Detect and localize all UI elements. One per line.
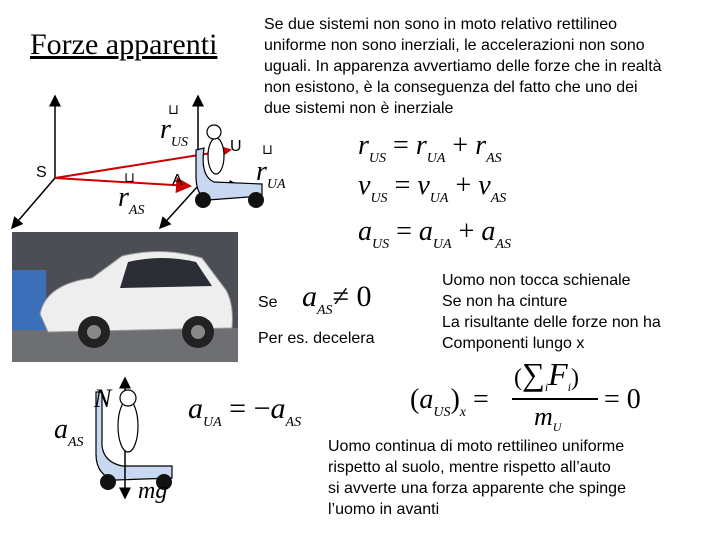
- intro-line: Se due sistemi non sono in moto relativo rettilineo: [264, 16, 618, 33]
- r-ua-subscript: UA: [266, 177, 286, 192]
- intro-line: non esistono, è la conseguenza del fatto che uno dei: [264, 79, 638, 96]
- equation-velocity: $v_{US} = v_{UA} + v_{AS}$: [358, 170, 507, 206]
- label-u: U: [230, 138, 242, 155]
- equation-a-ua: $a_{UA} = -a_{AS}$: [188, 392, 302, 430]
- conclusion-line: Uomo continua di moto rettilineo uniforme: [328, 438, 625, 455]
- equation-acceleration: $a_{US} = a_{UA} + a_{AS}$: [358, 216, 511, 252]
- r-symbol: r: [256, 156, 267, 187]
- person-body: [118, 400, 138, 452]
- note-line: Se non ha cinture: [442, 293, 568, 310]
- label-a: A: [172, 172, 183, 189]
- r-us-subscript: US: [170, 135, 189, 150]
- equation-position: $r_{US} = r_{UA} + r_{AS}$: [358, 130, 502, 166]
- label-s: S: [36, 164, 47, 181]
- note-line: La risultante delle forze non ha: [442, 314, 661, 331]
- wheel: [100, 474, 116, 490]
- person-head: [120, 390, 136, 406]
- label-n: N: [94, 384, 112, 413]
- condition-a-as: $a_{AS}\ne 0$: [302, 280, 372, 318]
- r-symbol: r: [160, 114, 171, 145]
- conclusion-line: l’uomo in avanti: [328, 501, 440, 518]
- note-line: Componenti lungo x: [442, 335, 585, 352]
- equation-sum-numerator: (∑iFi): [514, 356, 580, 394]
- intro-line: due sistemi non è inerziale: [264, 100, 454, 117]
- equation-sum-result: = 0: [604, 384, 641, 415]
- label-mg: mg: [138, 478, 168, 504]
- equation-sum-denominator: $m_U$: [534, 402, 562, 434]
- r-symbol: r: [118, 182, 129, 213]
- intro-line: uniforme non sono inerziali, le accelerazioni non sono: [264, 37, 645, 54]
- equation-sum-lhs: $(a_{US})_x$ =: [410, 384, 489, 420]
- conclusion-text: [328, 436, 626, 520]
- fraction-bar: [512, 398, 598, 400]
- label-a-as-lower: $a_{AS}$: [54, 414, 84, 450]
- r-as-subscript: AS: [128, 203, 145, 218]
- condition-example: Per es. decelera: [258, 330, 375, 347]
- note-line: Uomo non tocca schienale: [442, 272, 631, 289]
- condition-se: Se: [258, 294, 278, 311]
- intro-line: uguali. In apparenza avvertiamo delle forze che in realtà: [264, 58, 662, 75]
- conclusion-line: si avverte una forza apparente che spinge: [328, 480, 626, 497]
- vector-mark: ⊔: [262, 143, 273, 158]
- vector-mark: ⊔: [168, 103, 179, 118]
- conclusion-line: rispetto al suolo, mentre rispetto all’auto: [328, 459, 611, 476]
- vector-mark: ⊔: [124, 171, 135, 186]
- slide-title: Forze apparenti: [30, 28, 218, 61]
